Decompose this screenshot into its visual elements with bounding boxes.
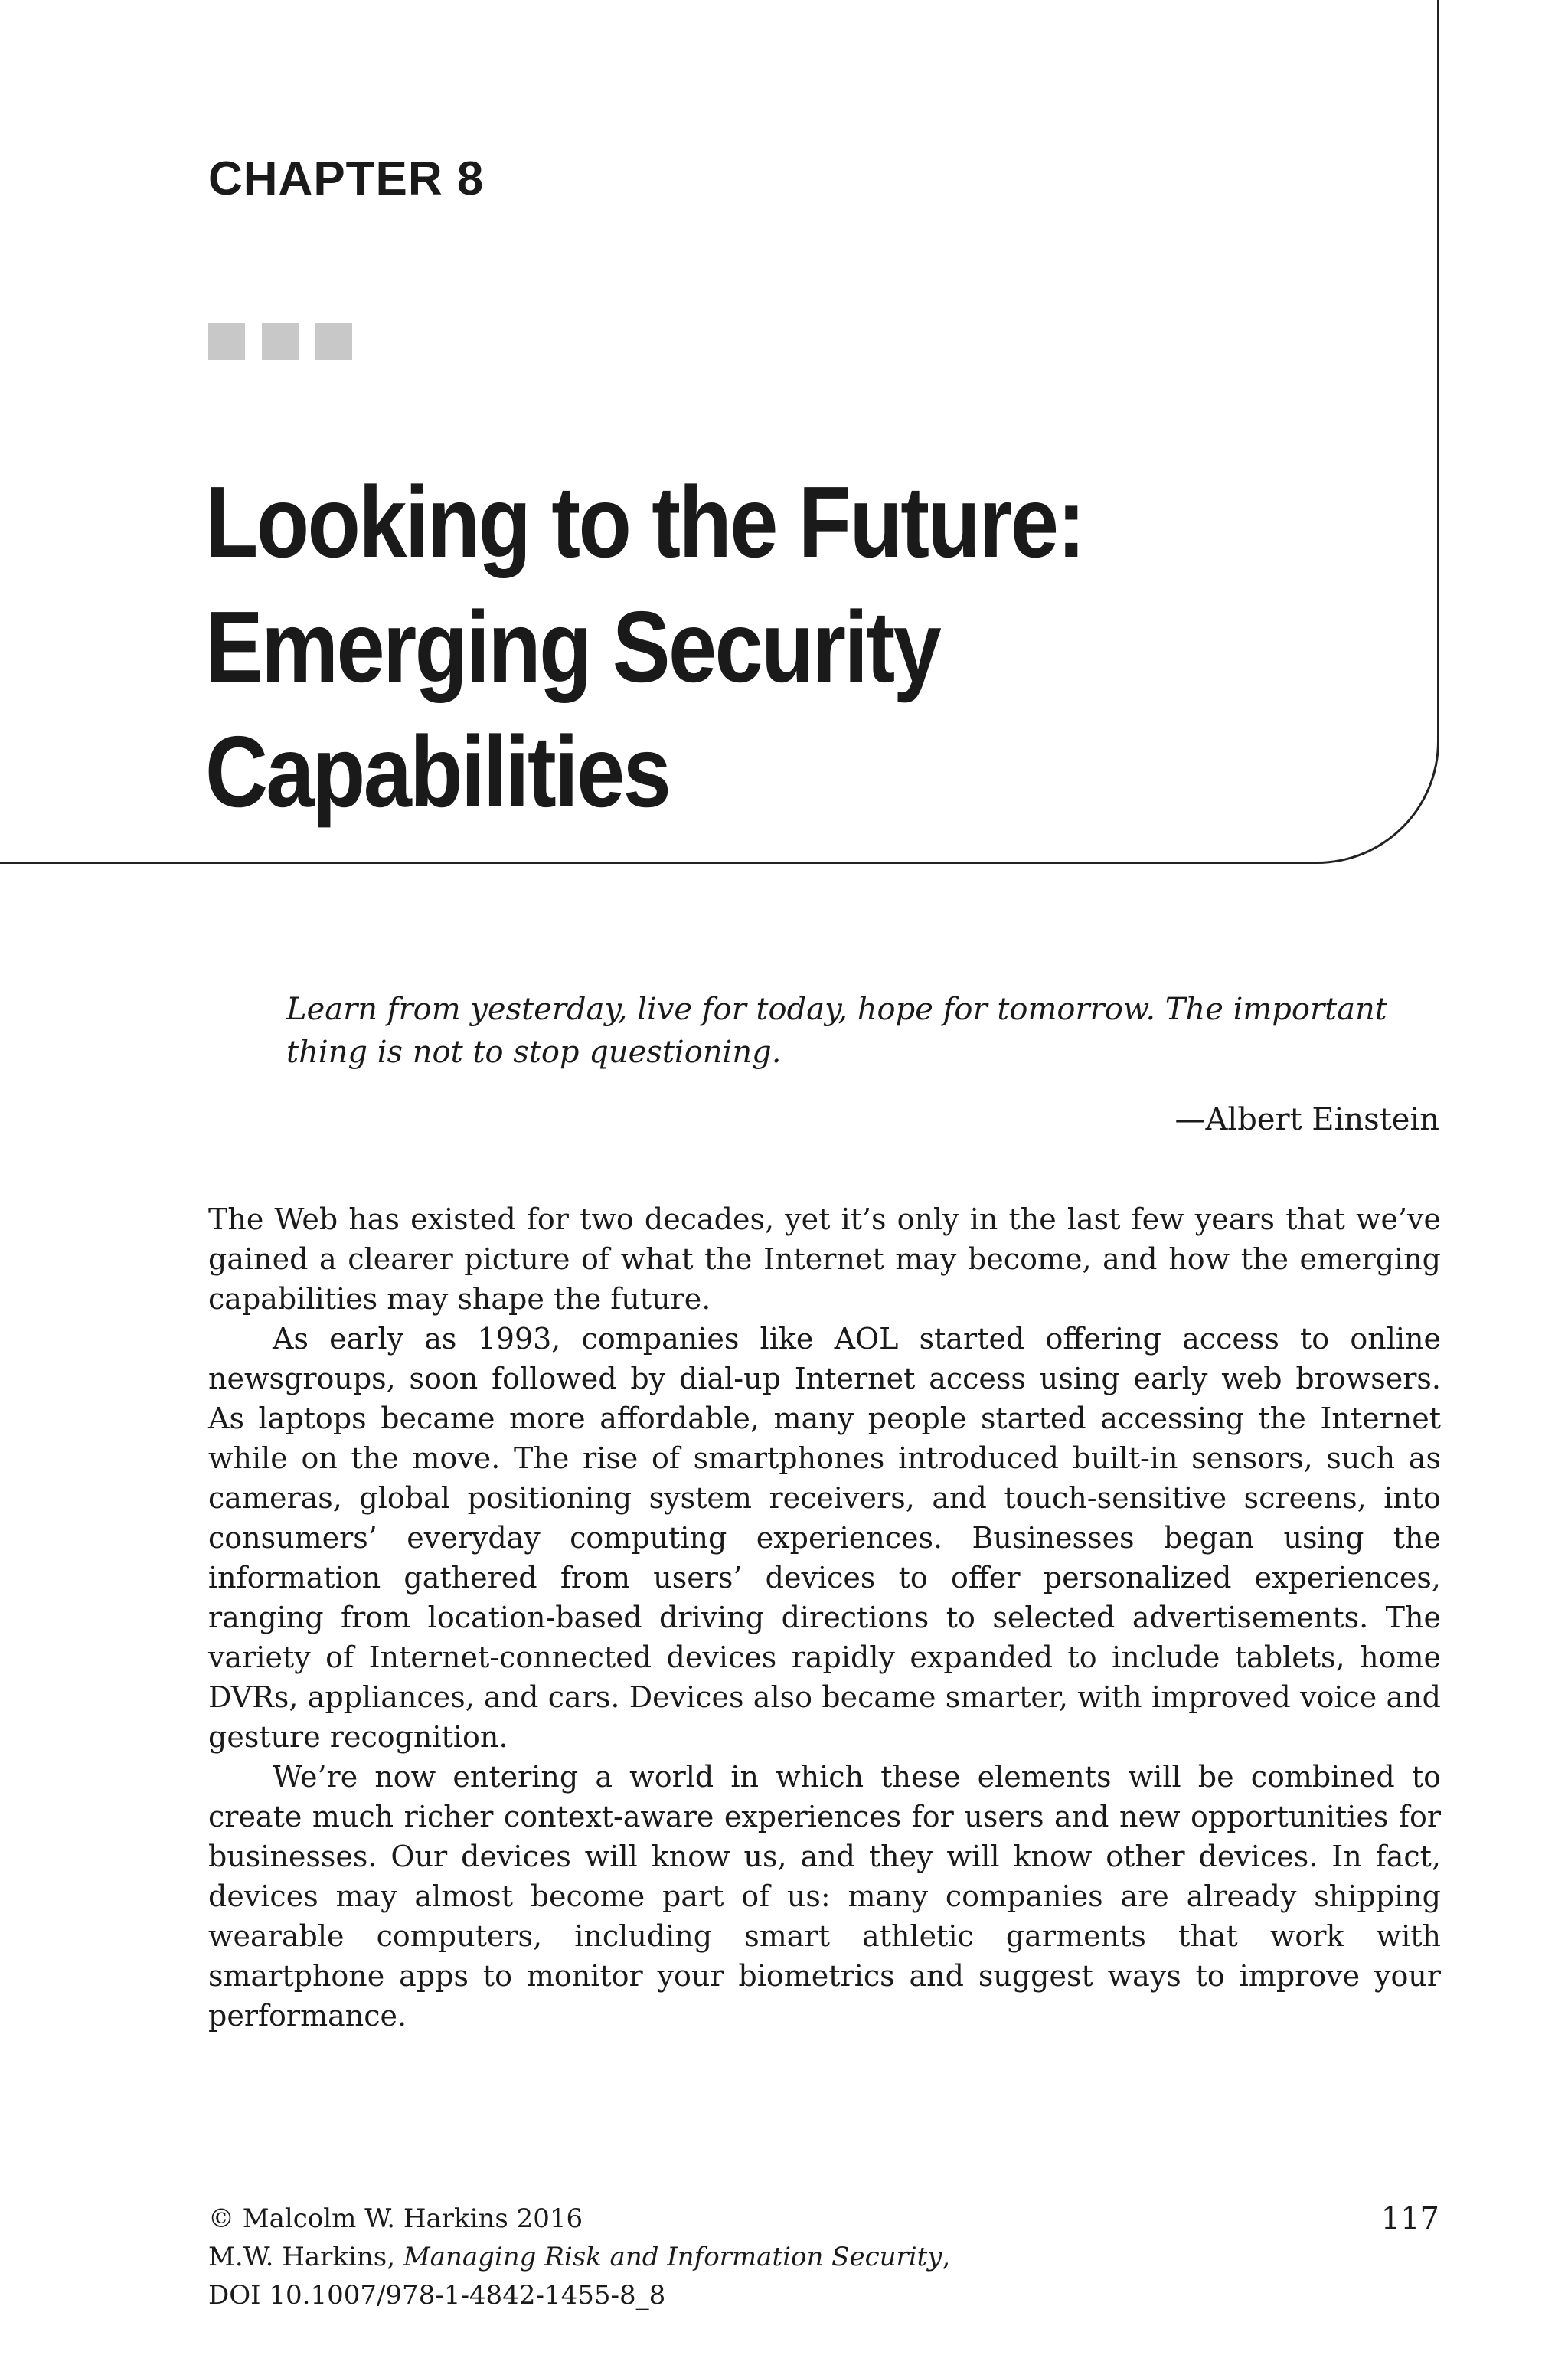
chapter-title-line: Emerging Security	[205, 590, 940, 703]
footer-book-citation	[208, 2238, 950, 2276]
chapter-title-line: Looking to the Future:	[205, 466, 1084, 578]
footer-citation-title: Managing Risk and Information Security	[403, 2242, 942, 2272]
decorative-square	[262, 323, 299, 360]
paragraph: The Web has existed for two decades, yet it’s only in the last few years that we’ve gained a clearer picture of what the Internet may become, and how the emerging capabilities may shape the future.	[208, 1202, 1441, 1316]
decorative-square	[208, 323, 245, 360]
footer-citation-suffix: ,	[942, 2242, 951, 2272]
footer-doi: DOI 10.1007/978-1-4842-1455-8_8	[208, 2280, 666, 2311]
footer-citation	[208, 2200, 950, 2314]
chapter-title-line: Capabilities	[205, 715, 670, 828]
epigraph-quote: Learn from yesterday, live for today, hope for tomorrow. The important thing is not to stop questioning.	[286, 992, 1387, 1070]
decorative-square	[315, 323, 352, 360]
body-text	[208, 1199, 1441, 2036]
page-number: 117	[1380, 2201, 1439, 2236]
paragraph: We’re now entering a world in which these elements will be combined to create much richer context-aware experiences for users and new opportunities for businesses. Our devices will know us, and they will know other devices. In fact, devices may almost become part of us: many companies are already shipping wearable computers, including smart athletic garments that work with smartphone apps to monitor your biometrics and suggest ways to improve your performance.	[208, 1760, 1441, 2033]
footer-copyright: © Malcolm W. Harkins 2016	[208, 2203, 583, 2234]
paragraph: As early as 1993, companies like AOL started offering access to online newsgroups, soon followed by dial-up Internet access using early web browsers. As laptops became more affordable, many people started accessing the Internet while on the move. The rise of smartphones introduced built-in sensors, such as cameras, global positioning system receivers, and touch-sensitive screens, into consumers’ everyday computing experiences. Businesses began using the information gathered from users’ devices to offer personalized experiences, ranging from location-based driving directions to selected advertisements. The variety of Internet-connected devices rapidly expanded to include tablets, home DVRs, appliances, and cars. Devices also became smarter, with improved voice and gesture recognition.	[208, 1322, 1441, 1754]
epigraph-attribution: —Albert Einstein	[1174, 1102, 1439, 1137]
chapter-title	[205, 460, 1084, 834]
footer-citation-author: M.W. Harkins,	[208, 2242, 403, 2272]
chapter-label: CHAPTER 8	[208, 152, 485, 205]
decorative-squares	[208, 323, 352, 360]
